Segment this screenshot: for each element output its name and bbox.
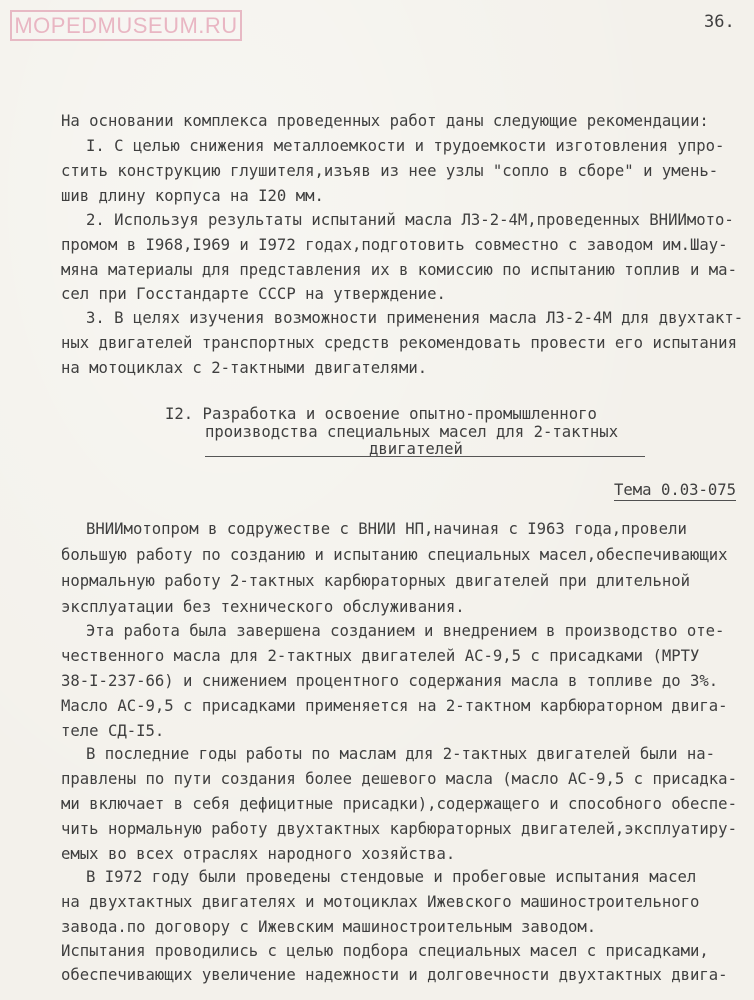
rec1-line-1: I. С целью снижения металлоемкости и трудоемкости изготовления упро- — [86, 137, 725, 155]
para3-line-2: правлены по пути создания более дешевого масла (масло АС-9,5 с присадка- — [61, 770, 737, 788]
para4-line-3: завода.по договору с Ижевским машиностроительным заводом. — [61, 918, 597, 936]
para2-line-3: 38-I-237-66) и снижением процентного содержания масла в топливе до 3%. — [61, 672, 719, 690]
section-heading-line-3: двигателей — [369, 440, 463, 458]
watermark-stamp: MOPEDMUSEUM.RU — [10, 10, 242, 41]
para3-line-1: В последние годы работы по маслам для 2-тактных двигателей были на- — [86, 745, 716, 763]
para2-line-5: теле СД-I5. — [61, 722, 165, 740]
para2-line-1: Эта работа была завершена созданием и внедрением в производство оте- — [86, 622, 725, 640]
para1-line-3: нормальную работу 2-тактных карбюраторных двигателей при длительной — [61, 572, 691, 590]
intro-line: На основании комплекса проведенных работ даны следующие рекомендации: — [61, 112, 709, 130]
rec2-line-3: мяна материалы для представления их в комиссию по испытанию топлив и ма- — [61, 261, 737, 279]
para4-line-1: В I972 году были проведены стендовые и пробеговые испытания масел — [86, 868, 697, 886]
para4-line-2: на двухтактных двигателях и мотоциклах Ижевского машиностроительного — [61, 893, 700, 911]
rec3-line-3: на мотоциклах с 2-тактными двигателями. — [61, 359, 428, 377]
para5-line-1: Испытания проводились с целью подбора специальных масел с присадками, — [61, 942, 709, 960]
para1-line-2: большую работу по созданию и испытанию специальных масел,обеспечивающих — [61, 546, 728, 564]
heading-underline — [205, 456, 645, 457]
rec3-line-2: ных двигателей транспортных средств рекомендовать провести его испытания — [61, 334, 737, 352]
rec3-line-1: 3. В целях изучения возможности применения масла ЛЗ-2-4М для двухтакт- — [86, 309, 744, 327]
rec2-line-2: промом в I968,I969 и I972 годах,подготовить совместно с заводом им.Шау- — [61, 236, 728, 254]
rec1-line-3: шив длину корпуса на I20 мм. — [61, 187, 324, 205]
para2-line-2: чественного масла для 2-тактных двигателей АС-9,5 с присадками (МРТУ — [61, 647, 700, 665]
rec2-line-1: 2. Используя результаты испытаний масла ЛЗ-2-4М,проведенных ВНИИмото- — [86, 211, 734, 229]
rec1-line-2: стить конструкцию глушителя,изъяв из нее узлы "сопло в сборе" и умень- — [61, 162, 719, 180]
para5-line-2: обеспечивающих увеличение надежности и долговечности двухтактных двига- — [61, 966, 728, 984]
para3-line-3: ми включает в себя дефицитные присадки),содержащего и способного обеспе- — [61, 795, 737, 813]
para3-line-4: чить нормальную работу двухтактных карбюраторных двигателей,эксплуатиру- — [61, 820, 737, 838]
para3-line-5: емых во всех отраслях народного хозяйства. — [61, 845, 456, 863]
para2-line-4: Масло АС-9,5 с присадками применяется на 2-тактном карбюраторном двига- — [61, 697, 728, 715]
rec2-line-4: сел при Госстандарте СССР на утверждение. — [61, 285, 446, 303]
page-number: 36. — [704, 12, 735, 32]
section-heading-line-1: I2. Разработка и освоение опытно-промышленного — [165, 405, 597, 423]
theme-label: Тема 0.03-075 — [614, 481, 737, 499]
section-heading-line-2: производства специальных масел для 2-тактных — [205, 423, 619, 441]
para1-line-4: эксплуатации без технического обслуживания. — [61, 598, 465, 616]
para1-line-1: ВНИИмотопром в содружестве с ВНИИ НП,начиная с I963 года,провели — [86, 520, 687, 538]
